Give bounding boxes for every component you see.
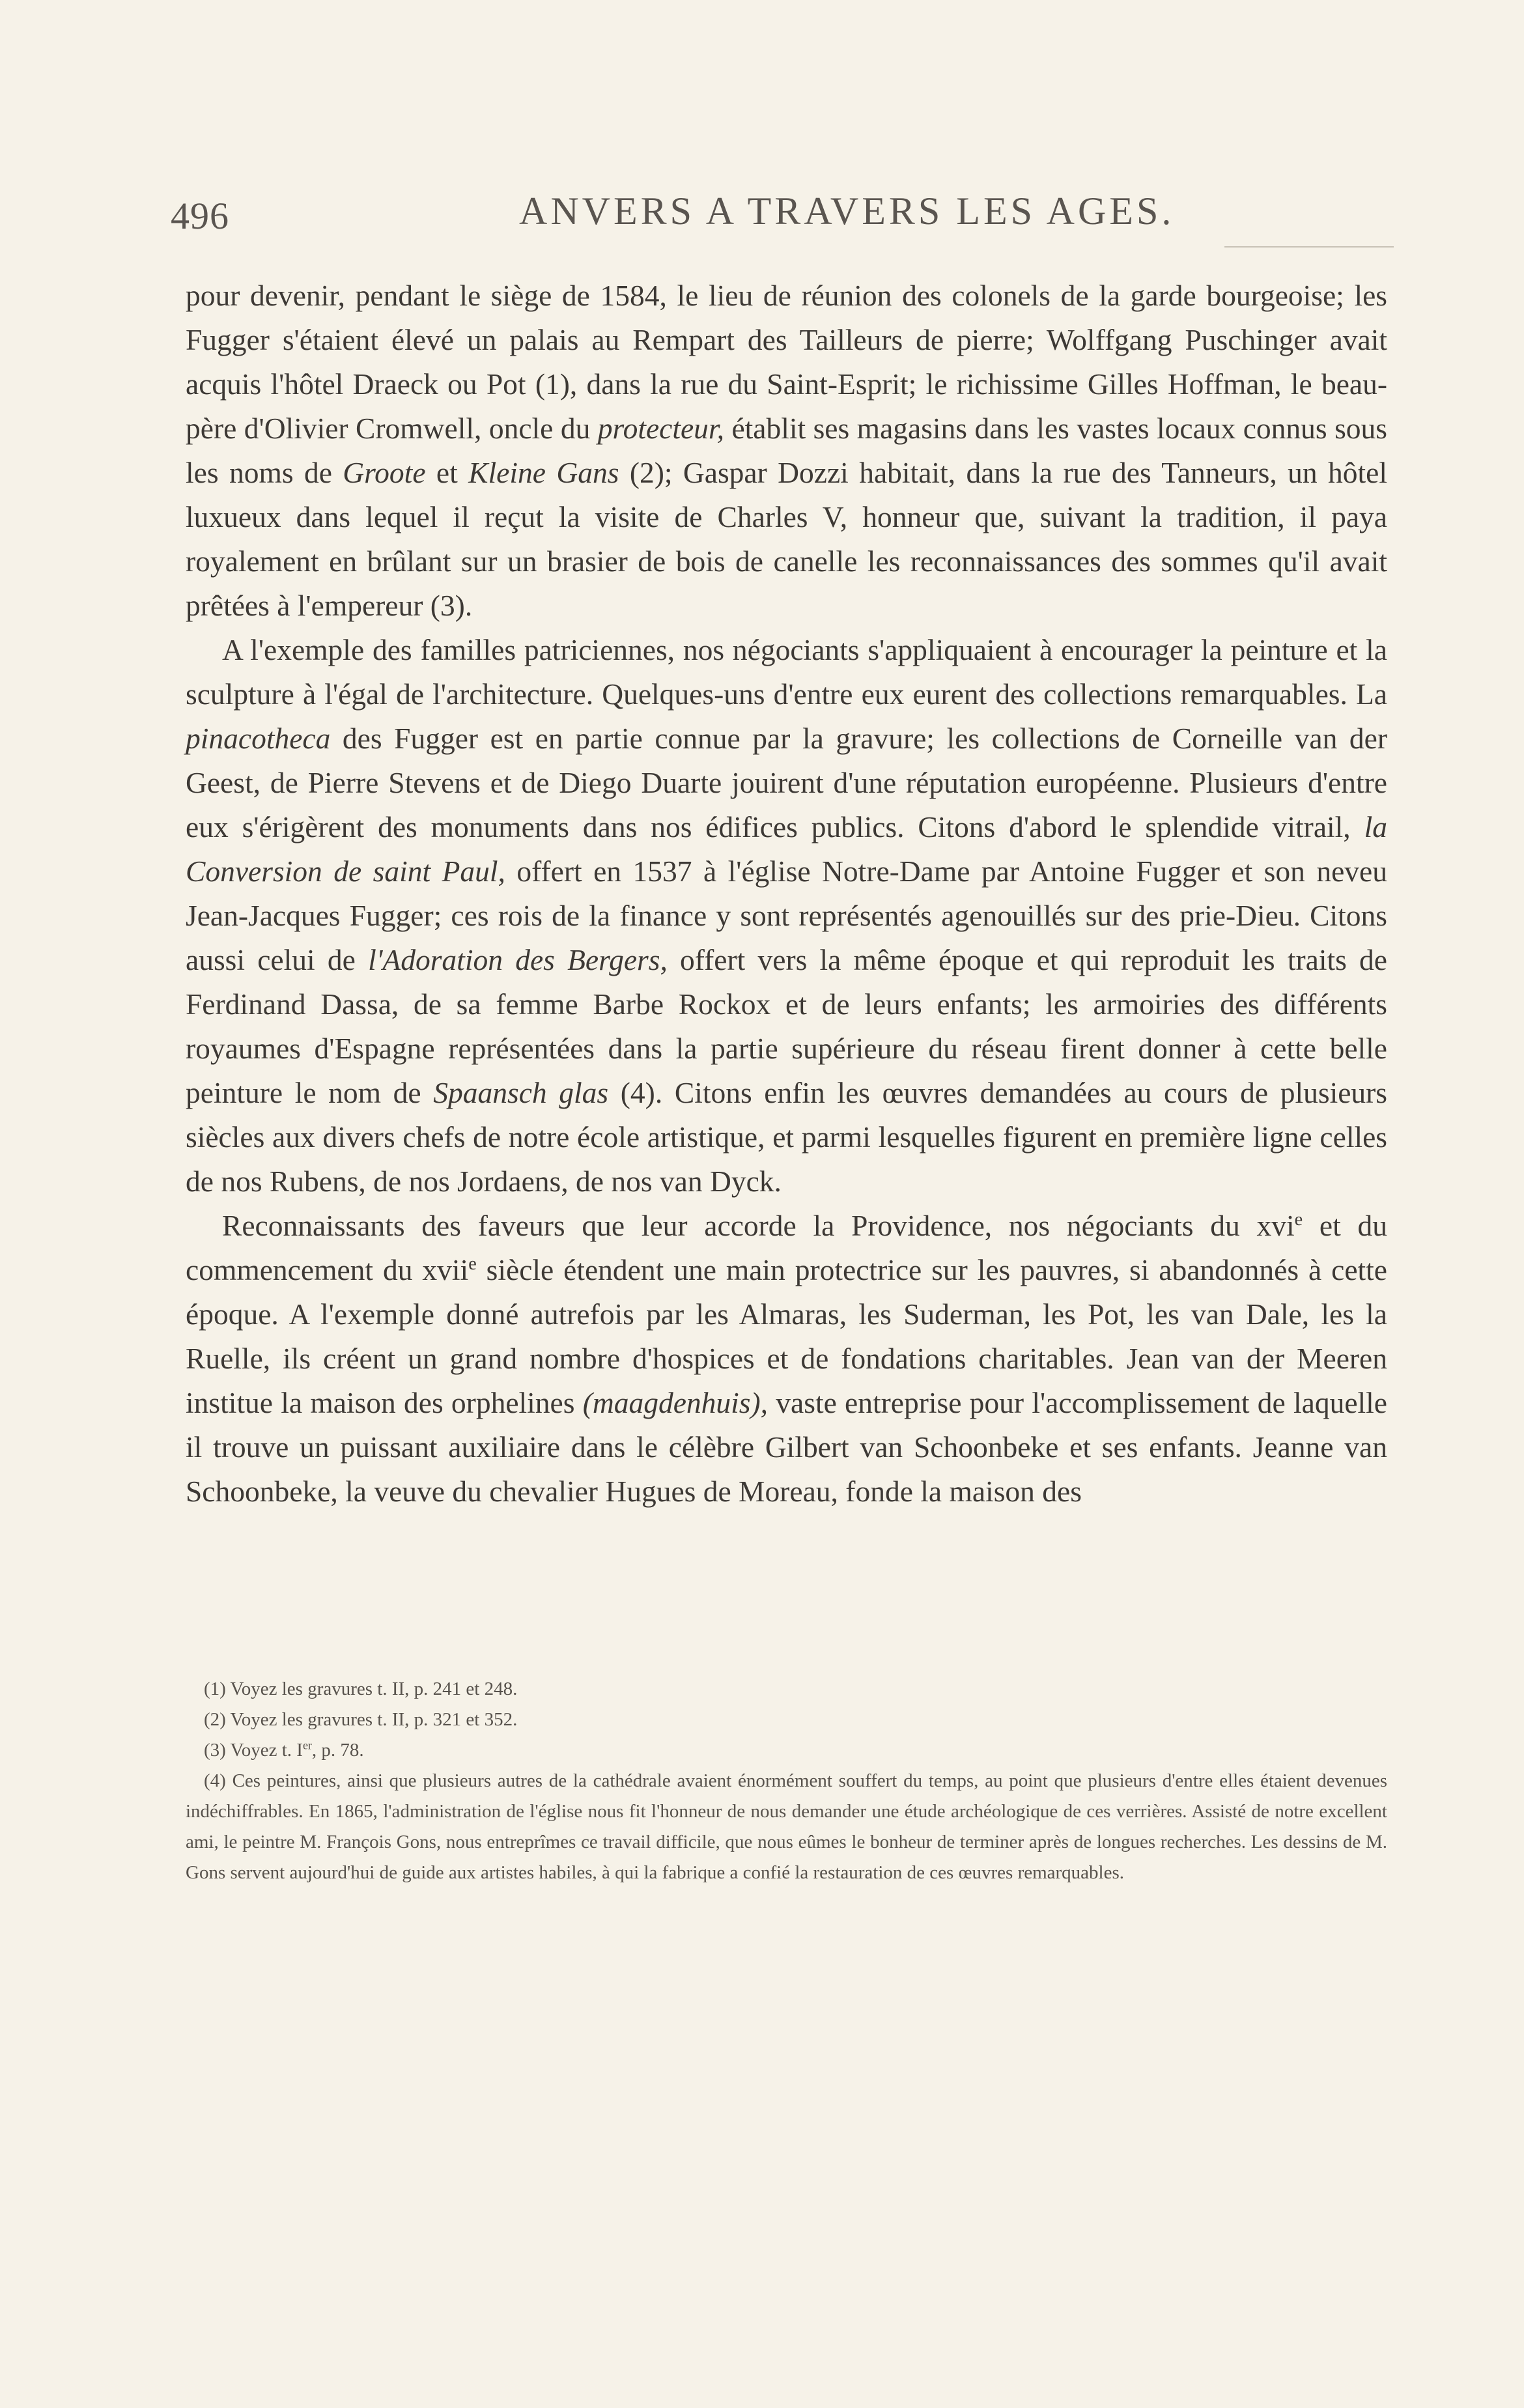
italic-run: (maagdenhuis), [582,1386,769,1419]
text-run: des Fugger est en partie connue par la gravure; les collections de Corneille van der Geest, de Pierre Stevens et de Diego Duarte jouirent d'une réputation européenne. Plusieurs d'entre eux s'érigèrent des monuments dans nos édifices publics. Citons d'abord le splendide vitrail, [186,722,1387,843]
text-run: offert vers la même époque et qui reproduit les traits de Ferdinand Dassa, de sa femme Barbe Rockox et de leurs enfants; les armoiries des différents royaumes d'Espagne représentées dans la partie supérieure du réseau firent donner à cette belle peinture le nom de [186,943,1387,1109]
paragraph-2 [186,628,1387,1204]
paragraph-3 [186,1204,1387,1514]
text-run: établit ses magasins dans les vastes locaux connus sous les noms de [186,412,1387,489]
text-run: , p. 78. [311,1740,364,1761]
text-run: vaste entreprise pour l'accomplissement de laquelle il trouve un puissant auxiliaire dans le célèbre Gilbert van Schoonbeke et ses enfants. Jeanne van Schoonbeke, la veuve du chevalier Hugues de Moreau, fonde la maison des [186,1386,1387,1508]
text-run: pour devenir, pendant le siège de 1584, le lieu de réunion des colonels de la garde bourgeoise; les Fugger s'étaient élevé un palais au Rempart des Tailleurs de pierre; Wolffgang Puschinger avait acquis l'hôtel Draeck ou Pot (1), dans la rue du Saint-Esprit; le richissime Gilles Hoffman, le beau-père d'Olivier Cromwell, oncle du [186,279,1387,445]
main-text [186,274,1387,1514]
text-run: (4). Citons enfin les œuvres demandées au cours de plusieurs siècles aux divers chefs de notre école artistique, et parmi lesquelles figurent en première ligne celles de nos Rubens, de nos Jordaens, de nos van Dyck. [186,1076,1388,1198]
page-header [171,189,1395,248]
italic-run: protecteur, [597,412,724,445]
italic-run: la Conversion de saint Paul, [186,810,1387,888]
superscript: er [302,1738,312,1752]
text-run: offert en 1537 à l'église Notre-Dame par Antoine Fugger et son neveu Jean-Jacques Fugger; ces rois de la finance y sont représentés agenouillés sur des prie-Dieu. Citons aussi celui de [186,855,1387,976]
italic-run: l'Adoration des Bergers, [368,943,668,976]
footnote-4: (4) Ces peintures, ainsi que plusieurs autres de la cathédrale avaient énormément souffert du temps, au point que plusieurs d'entre elles étaient devenues indéchiffrables. En 1865, l'administration de l'église nous fit l'honneur de nous demander une étude archéologique de ces verrières. Assisté de notre excellent ami, le peintre M. François Gons, nous entreprîmes ce travail difficile, que nous eûmes le bonheur de terminer après de longues recherches. Les dessins de M. Gons servent aujourd'hui de guide aux artistes habiles, à qui la fabrique a confié la restauration de ces œuvres remarquables. [186,1770,1387,1883]
paragraph-1 [186,274,1387,628]
footnotes [186,1674,1387,1888]
text-run: (3) Voyez t. I [204,1740,303,1761]
footnote-3 [186,1735,1387,1766]
text-run: (2); Gaspar Dozzi habitait, dans la rue des Tanneurs, un hôtel luxueux dans lequel il reçut la visite de Charles V, honneur que, suivant la tradition, il paya royalement en brûlant sur un brasier de bois de canelle les reconnaissances des sommes qu'il avait prêtées à l'empereur (3). [186,456,1388,622]
footnote-2: (2) Voyez les gravures t. II, p. 321 et 352. [204,1709,518,1730]
footnote-1: (1) Voyez les gravures t. II, p. 241 et 248. [204,1679,518,1699]
running-title: ANVERS A TRAVERS LES AGES. [519,190,1175,233]
text-run: A l'exemple des familles patriciennes, nos négociants s'appliquaient à encourager la peinture et la sculpture à l'égal de l'architecture. Quelques-uns d'entre eux eurent des collections remarquables. La [186,633,1387,711]
text-run: siècle étendent une main protectrice sur les pauvres, si abandonnés à cette époque. A l'exemple donné autrefois par les Almaras, les Suderman, les Pot, les van Dale, les la Ruelle, ils créent un grand nombre d'hospices et de fondations charitables. Jean van der Meeren institue la maison des orphelines [186,1253,1387,1419]
header-rule [1224,246,1394,248]
italic-run: Kleine Gans [468,456,619,489]
text-run: et [425,456,469,489]
superscript: e [1294,1209,1303,1230]
italic-run: Groote [343,456,426,489]
italic-run: Spaansch glas [433,1076,609,1109]
text-run: et du commencement du xvii [186,1209,1387,1286]
text-run: Reconnaissants des faveurs que leur accorde la Providence, nos négociants du xvi [222,1209,1295,1242]
page-number: 496 [171,195,229,237]
italic-run: pinacotheca [186,722,331,755]
superscript: e [468,1253,477,1274]
